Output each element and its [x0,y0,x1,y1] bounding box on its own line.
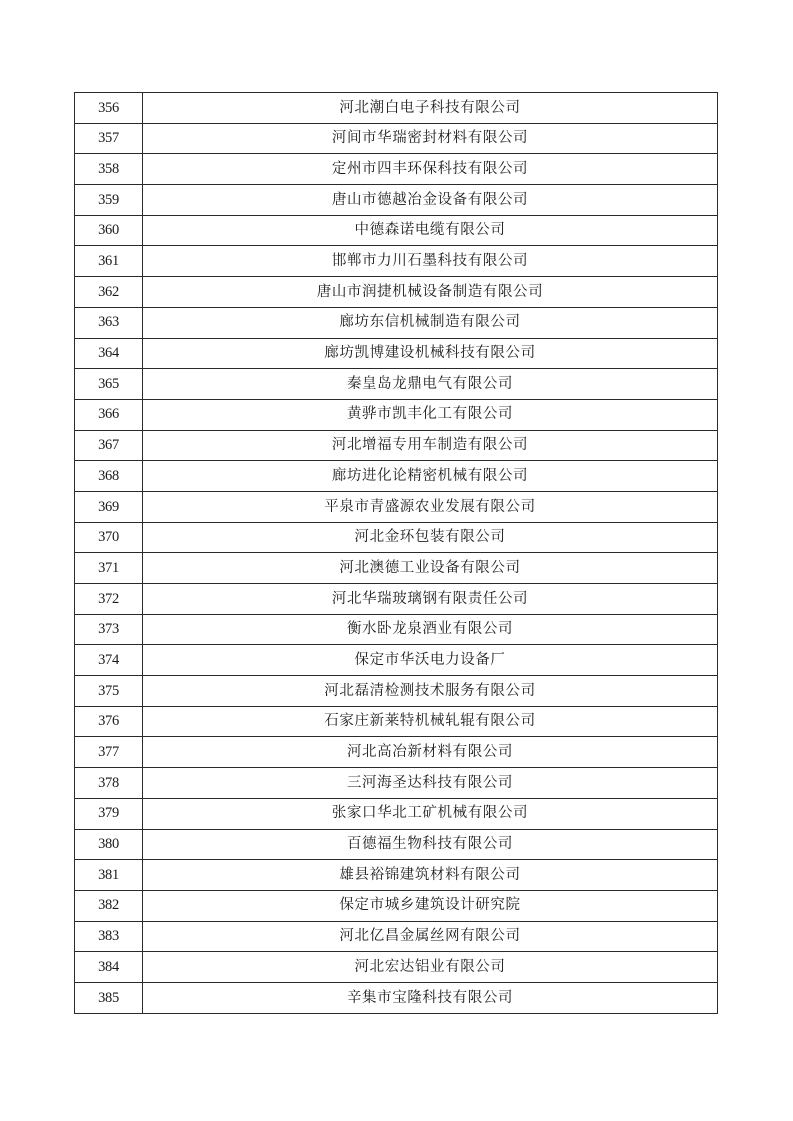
table-row [75,614,718,645]
row-index-cell: 361 [75,246,143,277]
row-index-cell: 372 [75,584,143,615]
row-index-cell: 379 [75,798,143,829]
table-row [75,921,718,952]
company-name-cell: 河北澳德工业设备有限公司 [143,553,718,584]
company-name-cell: 河间市华瑞密封材料有限公司 [143,123,718,154]
company-name-cell: 辛集市宝隆科技有限公司 [143,982,718,1013]
table-row [75,890,718,921]
company-name-cell: 廊坊进化论精密机械有限公司 [143,461,718,492]
company-name-cell: 河北增福专用车制造有限公司 [143,430,718,461]
company-name-cell: 张家口华北工矿机械有限公司 [143,798,718,829]
company-list-table [74,92,718,1014]
company-name-cell: 定州市四丰环保科技有限公司 [143,154,718,185]
row-index-cell: 374 [75,645,143,676]
company-name-cell: 三河海圣达科技有限公司 [143,768,718,799]
table-row [75,369,718,400]
row-index-cell: 370 [75,522,143,553]
row-index-cell: 383 [75,921,143,952]
table-row [75,676,718,707]
table-row [75,430,718,461]
row-index-cell: 365 [75,369,143,400]
table-row [75,461,718,492]
table-row [75,246,718,277]
table-row [75,491,718,522]
table-row [75,829,718,860]
company-name-cell: 河北亿昌金属丝网有限公司 [143,921,718,952]
table-row [75,123,718,154]
company-name-cell: 河北磊清检测技术服务有限公司 [143,676,718,707]
company-name-cell: 黄骅市凯丰化工有限公司 [143,399,718,430]
table-row [75,982,718,1013]
row-index-cell: 375 [75,676,143,707]
table-row [75,860,718,891]
row-index-cell: 357 [75,123,143,154]
company-name-cell: 中德森诺电缆有限公司 [143,215,718,246]
company-name-cell: 雄县裕锦建筑材料有限公司 [143,860,718,891]
row-index-cell: 376 [75,706,143,737]
company-name-cell: 廊坊凯博建设机械科技有限公司 [143,338,718,369]
table-row [75,798,718,829]
company-name-cell: 保定市城乡建筑设计研究院 [143,890,718,921]
company-name-cell: 河北金环包装有限公司 [143,522,718,553]
row-index-cell: 364 [75,338,143,369]
company-name-cell: 百德福生物科技有限公司 [143,829,718,860]
table-body [75,93,718,1014]
row-index-cell: 382 [75,890,143,921]
company-name-cell: 唐山市德越冶金设备有限公司 [143,185,718,216]
row-index-cell: 362 [75,277,143,308]
row-index-cell: 380 [75,829,143,860]
row-index-cell: 377 [75,737,143,768]
company-name-cell: 河北高冶新材料有限公司 [143,737,718,768]
company-name-cell: 唐山市润捷机械设备制造有限公司 [143,277,718,308]
table-row [75,706,718,737]
row-index-cell: 371 [75,553,143,584]
table-row [75,185,718,216]
row-index-cell: 369 [75,491,143,522]
company-name-cell: 河北潮白电子科技有限公司 [143,93,718,124]
table-row [75,338,718,369]
row-index-cell: 373 [75,614,143,645]
row-index-cell: 384 [75,952,143,983]
row-index-cell: 381 [75,860,143,891]
company-name-cell: 石家庄新莱特机械轧辊有限公司 [143,706,718,737]
company-name-cell: 平泉市青盛源农业发展有限公司 [143,491,718,522]
row-index-cell: 358 [75,154,143,185]
table-row [75,584,718,615]
table-row [75,645,718,676]
table-row [75,768,718,799]
row-index-cell: 359 [75,185,143,216]
row-index-cell: 363 [75,307,143,338]
company-name-cell: 秦皇岛龙鼎电气有限公司 [143,369,718,400]
row-index-cell: 366 [75,399,143,430]
row-index-cell: 360 [75,215,143,246]
table-row [75,553,718,584]
table-row [75,215,718,246]
table-row [75,737,718,768]
company-name-cell: 河北华瑞玻璃钢有限责任公司 [143,584,718,615]
table-row [75,277,718,308]
table-row [75,93,718,124]
table-row [75,154,718,185]
table-row [75,307,718,338]
row-index-cell: 356 [75,93,143,124]
company-name-cell: 邯郸市力川石墨科技有限公司 [143,246,718,277]
table-row [75,399,718,430]
row-index-cell: 378 [75,768,143,799]
table-row [75,522,718,553]
company-name-cell: 保定市华沃电力设备厂 [143,645,718,676]
row-index-cell: 385 [75,982,143,1013]
table-row [75,952,718,983]
company-name-cell: 河北宏达铝业有限公司 [143,952,718,983]
company-name-cell: 衡水卧龙泉酒业有限公司 [143,614,718,645]
row-index-cell: 368 [75,461,143,492]
company-name-cell: 廊坊东信机械制造有限公司 [143,307,718,338]
row-index-cell: 367 [75,430,143,461]
